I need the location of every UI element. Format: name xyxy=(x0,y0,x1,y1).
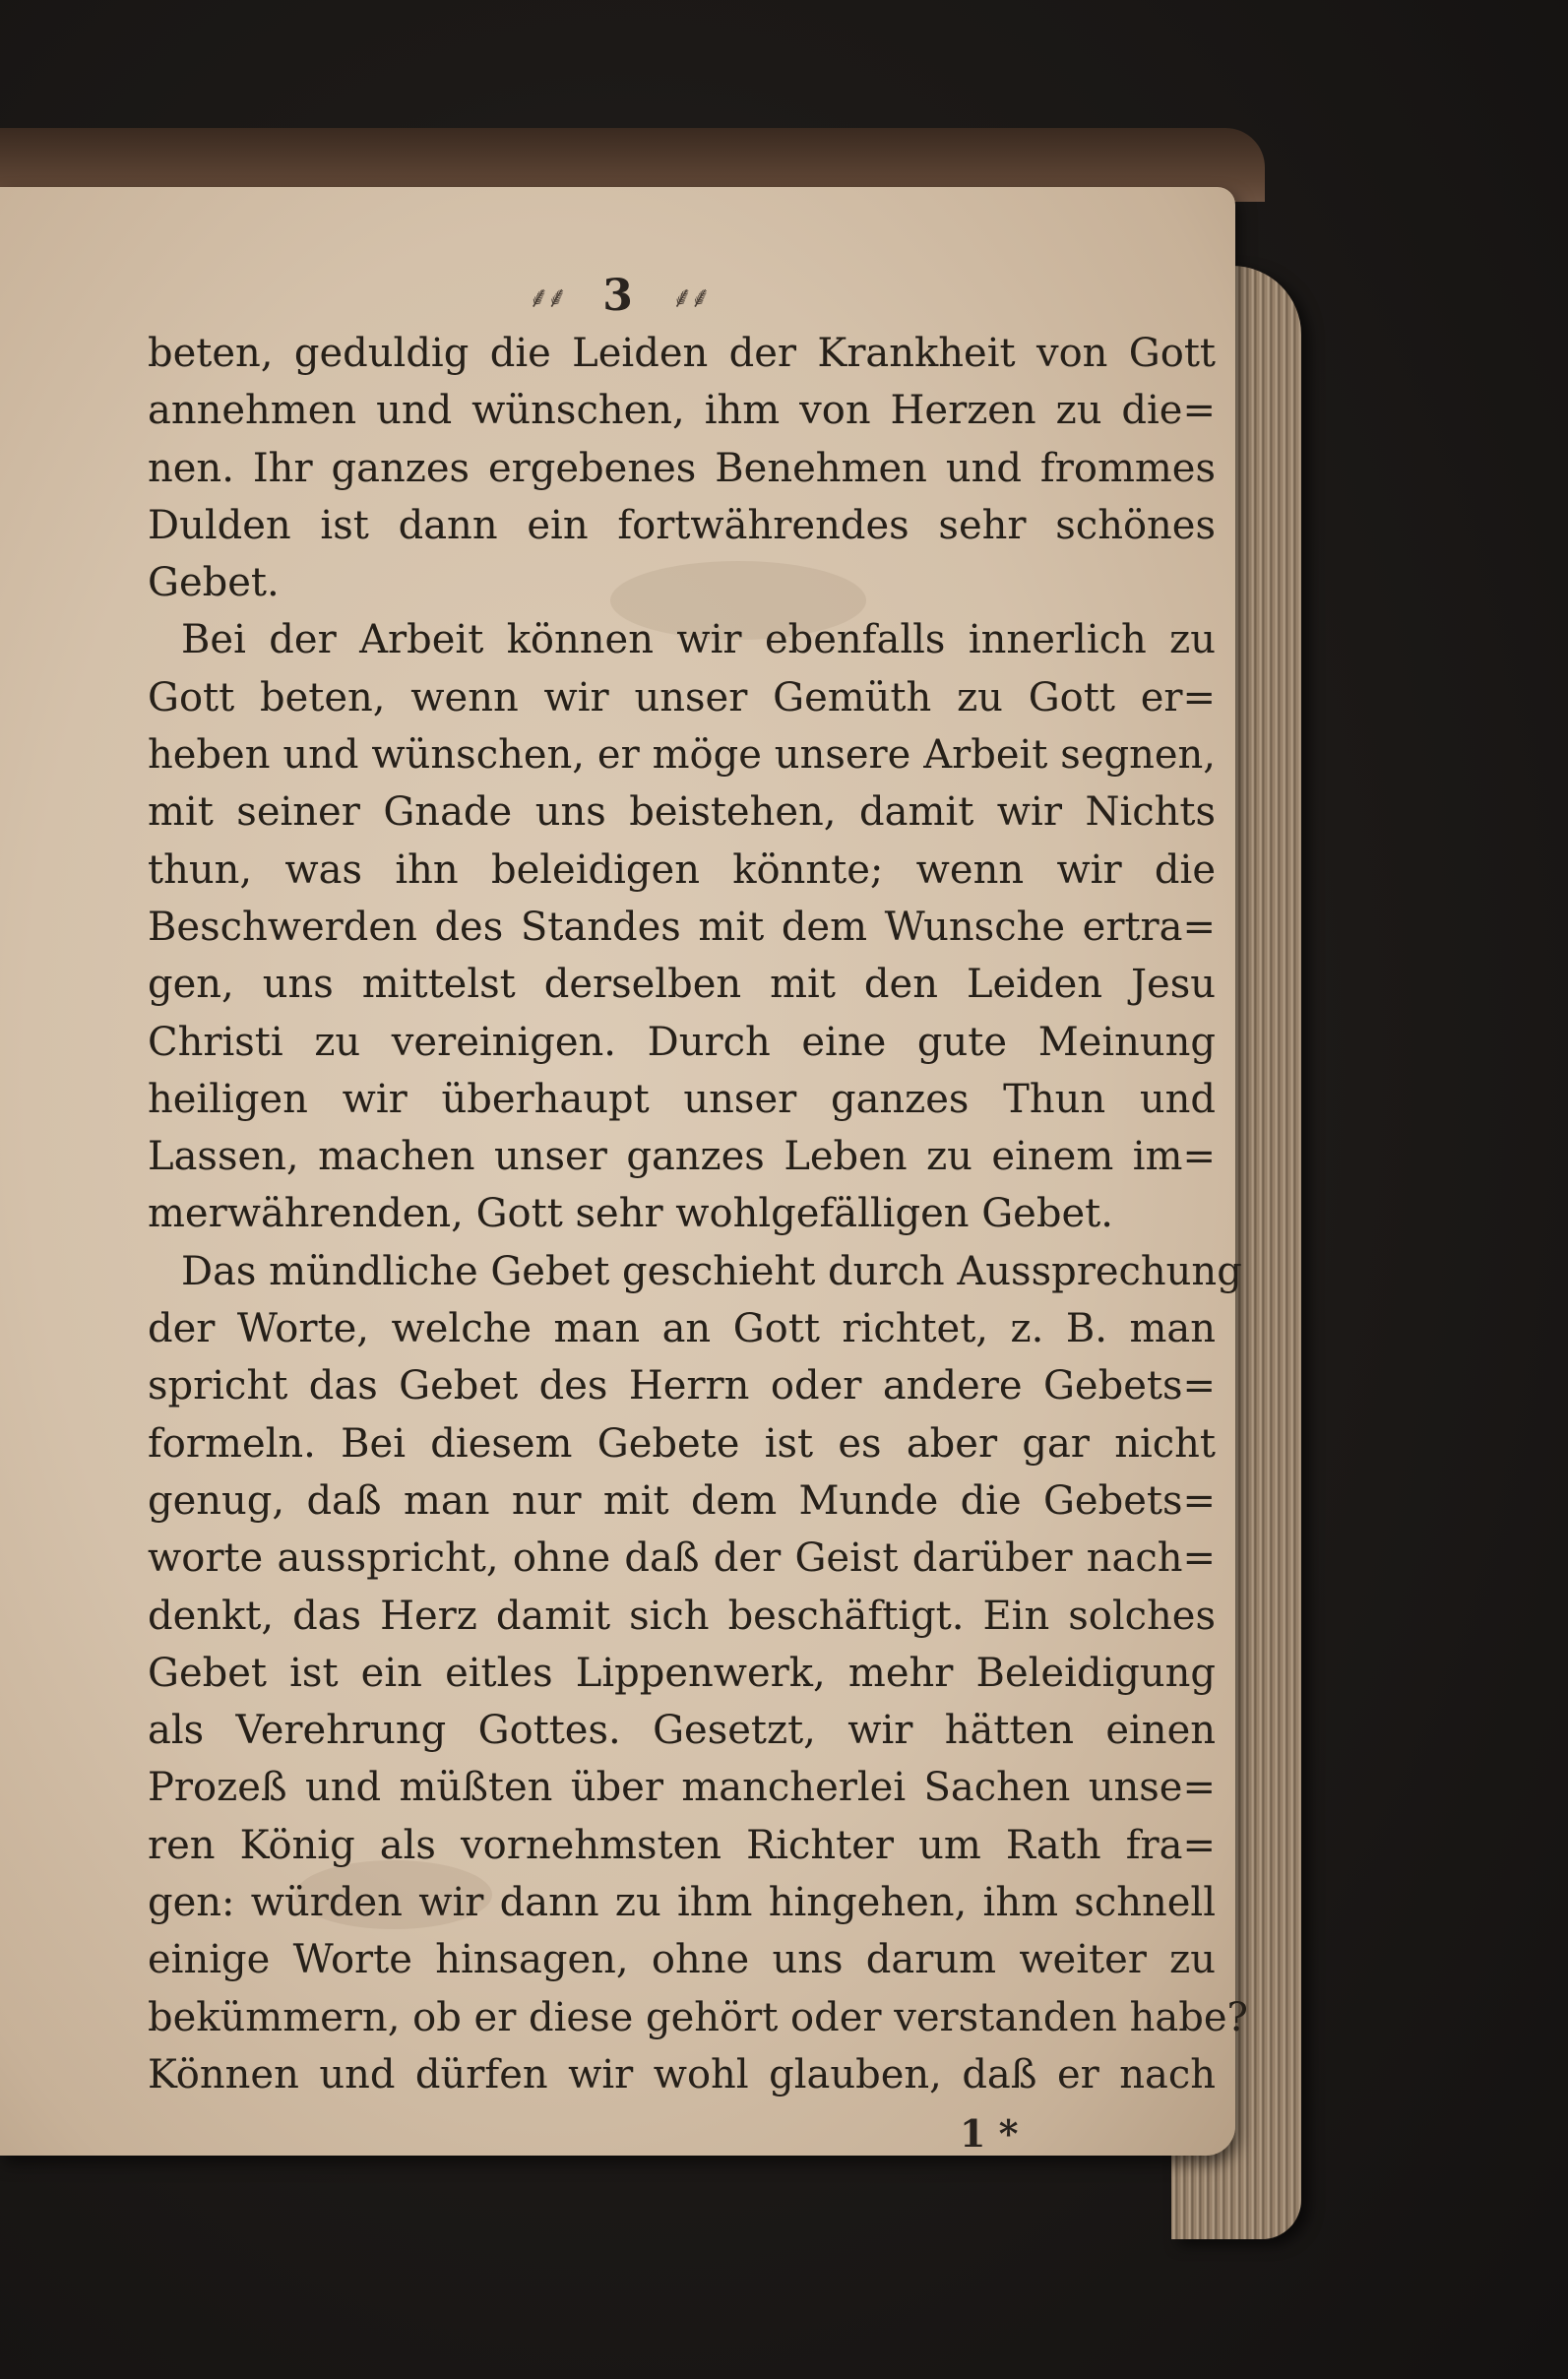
text-line: gen: würden wir dann zu ihm hingehen, ihm schnell xyxy=(148,1880,1216,1926)
text-line: Können und dürfen wir wohl glauben, daß er nach xyxy=(148,2051,1216,2097)
text-line: denkt, das Herz damit sich beschäftigt. Ein solches xyxy=(148,1593,1216,1639)
text-line: der Worte, welche man an Gott richtet, z. B. man xyxy=(148,1306,1216,1352)
text-line: Bei der Arbeit können wir ebenfalls innerlich zu xyxy=(181,617,1216,663)
text-line: heiligen wir überhaupt unser ganzes Thun und xyxy=(148,1076,1216,1122)
text-line: bekümmern, ob er diese gehört oder verstanden habe? xyxy=(148,1994,1248,2040)
text-line: Gebet. xyxy=(148,560,280,606)
text-line: worte ausspricht, ohne daß der Geist darüber nach= xyxy=(148,1535,1216,1582)
signature-mark: 1 * xyxy=(960,2111,1019,2156)
text-line: Christi zu vereinigen. Durch eine gute Meinung xyxy=(148,1019,1216,1065)
page-body-text xyxy=(148,325,1248,2103)
text-line: merwährenden, Gott sehr wohlgefälligen Gebet. xyxy=(148,1191,1113,1237)
text-line: als Verehrung Gottes. Gesetzt, wir hätten einen xyxy=(148,1708,1216,1754)
page-number: 3 xyxy=(602,271,633,321)
text-line: formeln. Bei diesem Gebete ist es aber gar nicht xyxy=(148,1420,1216,1467)
text-line: Beschwerden des Standes mit dem Wunsche ertra= xyxy=(148,904,1216,950)
text-line: spricht das Gebet des Herrn oder andere Gebets= xyxy=(148,1363,1216,1409)
book-page xyxy=(0,187,1248,2156)
book xyxy=(0,128,1309,2175)
header-ornament-left-icon: ⸙⸙ xyxy=(528,281,565,315)
text-line: mit seiner Gnade uns beistehen, damit wir Nichts xyxy=(148,789,1216,836)
text-line: annehmen und wünschen, ihm von Herzen zu die= xyxy=(148,388,1216,434)
page-header xyxy=(0,271,1235,321)
text-line: einige Worte hinsagen, ohne uns darum weiter zu xyxy=(148,1937,1216,1983)
text-line: Gebet ist ein eitles Lippenwerk, mehr Beleidigung xyxy=(148,1650,1216,1696)
text-line: Dulden ist dann ein fortwährendes sehr schönes xyxy=(148,502,1216,548)
text-line: genug, daß man nur mit dem Munde die Gebets= xyxy=(148,1477,1216,1524)
text-line: ren König als vornehmsten Richter um Rath fra= xyxy=(148,1822,1216,1868)
text-line: thun, was ihn beleidigen könnte; wenn wir die xyxy=(148,846,1216,893)
text-line: Gott beten, wenn wir unser Gemüth zu Gott er= xyxy=(148,674,1216,720)
text-line: Prozeß und müßten über mancherlei Sachen unse= xyxy=(148,1765,1216,1811)
text-line: beten, geduldig die Leiden der Krankheit von Gott xyxy=(148,331,1216,376)
text-line: heben und wünschen, er möge unsere Arbeit segnen, xyxy=(148,732,1216,779)
text-line: nen. Ihr ganzes ergebenes Benehmen und frommes xyxy=(148,445,1216,491)
text-line: gen, uns mittelst derselben mit den Leiden Jesu xyxy=(148,962,1216,1008)
header-ornament-right-icon: ⸙⸙ xyxy=(670,281,708,315)
text-line: Das mündliche Gebet geschieht durch Aussprechung xyxy=(181,1248,1242,1294)
text-line: Lassen, machen unser ganzes Leben zu einem im= xyxy=(148,1134,1216,1180)
